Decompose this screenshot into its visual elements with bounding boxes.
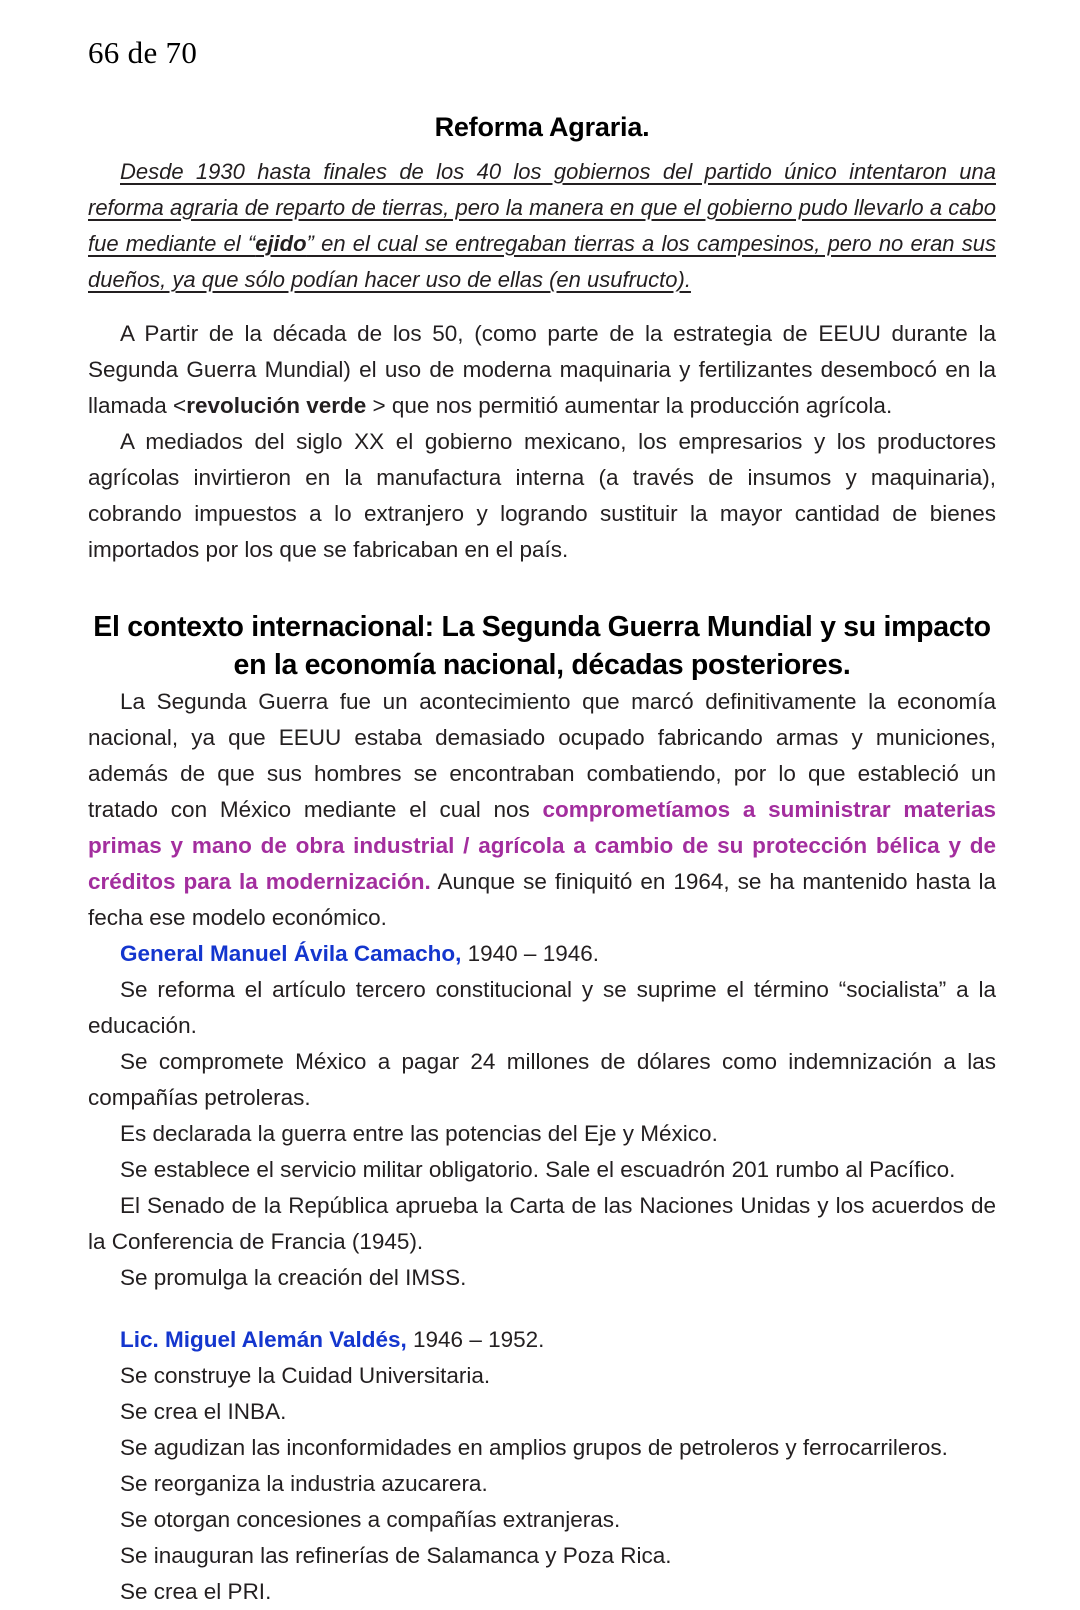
president-heading-0 [88,936,996,972]
document-content [88,110,996,1610]
paragraph-siglo-xx: A mediados del siglo XX el gobierno mexicano, los empresarios y los productores agrícolas invirtieron en la manufactura interna (a través de insumos y maquinaria), cobrando impuestos a lo extranjero y logrando sustituir la mayor cantidad de bienes importados por los que se fabricaban en el país. [88,429,996,562]
par4-part-2: Aunque se finiquitó en 1964, se ha mantenido hasta la fecha ese modelo económico. [88,869,996,930]
list-item: Es declarada la guerra entre las potencias del Eje y México. [120,1121,718,1146]
president-name-0: General Manuel Ávila Camacho, [120,941,462,966]
list-item: Se promulga la creación del IMSS. [120,1265,467,1290]
president-years-1: 1946 – 1952. [406,1327,545,1352]
list-item: El Senado de la República aprueba la Carta de las Naciones Unidas y los acuerdos de la Conferencia de Francia (1945). [88,1193,996,1254]
list-item: Se crea el INBA. [120,1399,287,1424]
par2-bold-term: revolución verde [186,393,367,418]
par4-highlight: comprometíamos a suministrar materias primas y mano de obra industrial / agrícola a cambio de su protección bélica y de créditos para la modernización. [88,797,996,894]
president-events-1 [88,1358,996,1610]
intro-part-1: Desde 1930 hasta finales de los 40 los gobiernos del partido único intentaron una reforma agraria de reparto de tierras, pero la manera en que el gobierno pudo llevarlo a cabo fue mediante el “ [88,159,996,256]
list-item: Se establece el servicio militar obligatorio. Sale el escuadrón 201 rumbo al Pacífico. [120,1157,956,1182]
par4-part-1: La Segunda Guerra fue un acontecimiento que marcó definitivamente la economía nacional, ya que EEUU estaba demasiado ocupado fabricando armas y municiones, además de que sus hombres se encontraban combatiendo, por lo que estableció un tratado con México mediante el cual nos [88,689,996,822]
list-item: Se reorganiza la industria azucarera. [120,1471,488,1496]
spacer [88,1296,996,1322]
list-item: Se inauguran las refinerías de Salamanca y Poza Rica. [120,1543,672,1568]
president-heading-1 [88,1322,996,1358]
page-number: 66 de 70 [88,35,198,70]
par2-part-2: > que nos permitió aumentar la producción agrícola. [366,393,893,418]
president-events-0 [88,972,996,1296]
spacer [88,304,996,316]
president-years-0: 1940 – 1946. [461,941,600,966]
list-item: Se construye la Cuidad Universitaria. [120,1363,491,1388]
list-item: Se reforma el artículo tercero constitucional y se suprime el término “socialista” a la educación. [88,977,996,1038]
section-heading-contexto-internacional: El contexto internacional: La Segunda Guerra Mundial y su impacto en la economía nacional, décadas posteriores. [93,611,991,681]
list-item: Se otorgan concesiones a compañías extranjeras. [120,1507,621,1532]
page-title: Reforma Agraria. [434,112,650,142]
list-item: Se compromete México a pagar 24 millones de dólares como indemnización a las compañías petroleras. [88,1049,996,1110]
paragraph-revolucion-verde [88,316,996,424]
intro-bold-term: ejido [255,231,307,256]
spacer [88,568,996,608]
list-item: Se crea el PRI. [120,1579,272,1604]
intro-paragraph [88,154,996,298]
president-name-1: Lic. Miguel Alemán Valdés, [120,1327,407,1352]
intro-part-2: ” en el cual se entregaban tierras a los campesinos, pero no eran sus dueños, ya que sólo podían hacer uso de ellas (en usufructo). [88,231,996,292]
list-item: Se agudizan las inconformidades en amplios grupos de petroleros y ferrocarrileros. [120,1435,948,1460]
paragraph-segunda-guerra [88,684,996,936]
par2-part-1: A Partir de la década de los 50, (como parte de la estrategia de EEUU durante la Segunda Guerra Mundial) el uso de moderna maquinaria y fertilizantes desembocó en la llamada < [88,321,996,418]
